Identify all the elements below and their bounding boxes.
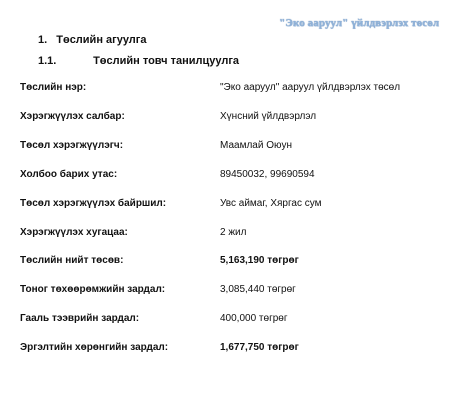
info-row-implementer: [20, 140, 460, 156]
info-label: Хэрэгжүүлэх салбар:: [20, 111, 125, 122]
info-label: Төслийн нийт төсөв:: [20, 255, 124, 266]
subsection-title: Төслийн товч танилцуулга: [93, 55, 240, 67]
info-value: 3,085,440 төгрөг: [220, 284, 296, 295]
subsection-heading: [38, 55, 239, 67]
info-row-customs-cost: [20, 313, 460, 329]
info-value: 89450032, 99690594: [220, 169, 315, 180]
info-value: Увс аймаг, Хяргас сум: [220, 198, 322, 209]
subsection-number: 1.1.: [38, 55, 57, 67]
info-row-contact-phone: [20, 169, 460, 185]
info-label: Тоног төхөөрөмжийн зардал:: [20, 284, 166, 295]
info-label: Төсөл хэрэгжүүлэх байршил:: [20, 198, 167, 209]
info-value: "Эко ааруул" ааруул үйлдвэрлэх төсөл: [220, 82, 401, 93]
info-row-working-capital: [20, 342, 460, 358]
info-value: 1,677,750 төгрөг: [220, 342, 299, 353]
info-row-location: [20, 198, 460, 214]
info-row-project-name: [20, 82, 460, 98]
section-title: Төслийн агуулга: [56, 34, 147, 46]
section-heading: [38, 34, 147, 46]
info-label: Төсөл хэрэгжүүлэгч:: [20, 140, 124, 151]
info-row-sector: [20, 111, 460, 127]
info-label: Төслийн нэр:: [20, 82, 87, 93]
info-label: Холбоо барих утас:: [20, 169, 118, 180]
info-row-total-budget: [20, 255, 460, 271]
info-label: Хэрэгжүүлэх хугацаа:: [20, 227, 128, 238]
info-label: Гааль тээврийн зардал:: [20, 313, 140, 324]
section-number: 1.: [38, 34, 48, 46]
info-value: 2 жил: [220, 227, 247, 238]
header-title: "Эко ааруул" үйлдвэрлэх төсөл: [279, 17, 439, 29]
info-value: Хүнсний үйлдвэрлэл: [220, 111, 317, 122]
info-row-duration: [20, 227, 460, 243]
info-value: 5,163,190 төгрөг: [220, 255, 299, 266]
info-value: 400,000 төгрөг: [220, 313, 288, 324]
info-row-equipment-cost: [20, 284, 460, 300]
info-value: Маамлай Оюун: [220, 140, 293, 151]
info-label: Эргэлтийн хөрөнгийн зардал:: [20, 342, 169, 353]
